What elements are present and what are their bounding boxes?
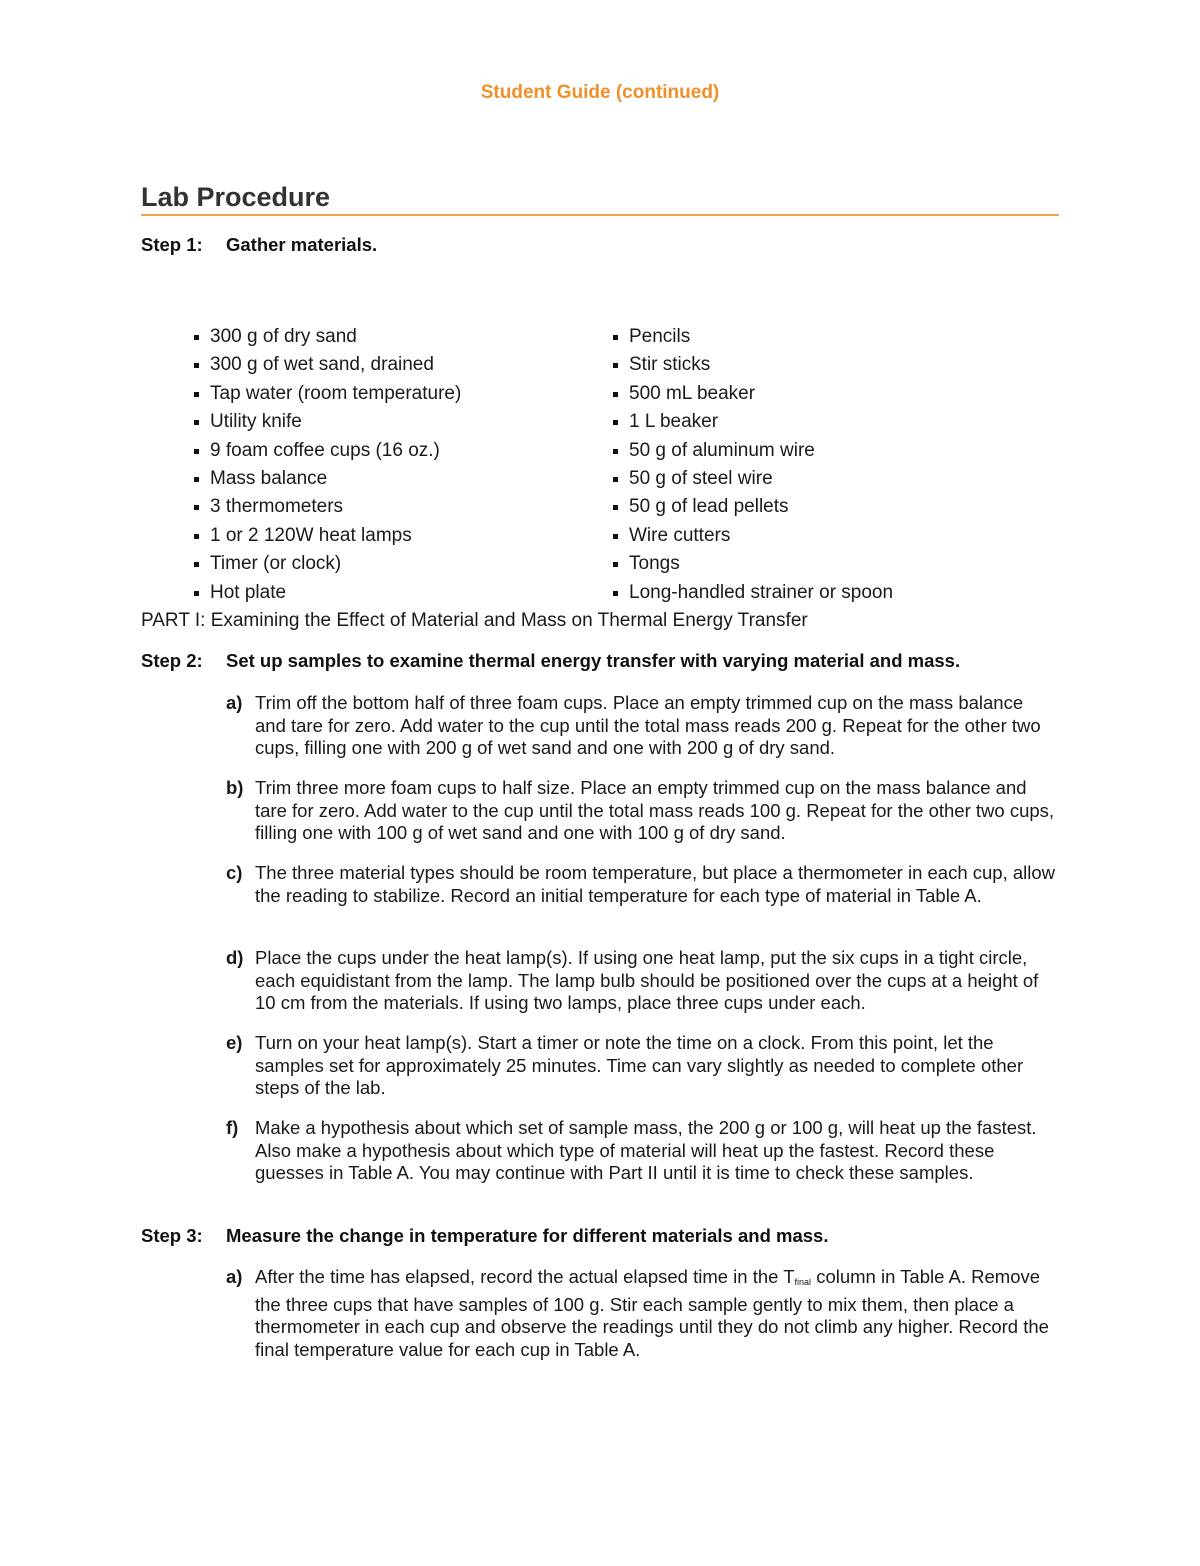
list-item: 300 g of dry sand (194, 323, 461, 351)
list-item: Pencils (613, 323, 893, 351)
list-item: Long-handled strainer or spoon (613, 579, 893, 607)
list-item: Stir sticks (613, 351, 893, 379)
item-text: Trim off the bottom half of three foam cups. Place an empty trimmed cup on the mass balance and tare for zero. Add water to the cup until the total mass reads 200 g. Repeat for the other two cups, filling one with 200 g of wet sand and one with 200 g of dry sand. (255, 692, 1041, 759)
list-item: Timer (or clock) (194, 550, 461, 578)
list-item: Wire cutters (613, 522, 893, 550)
item-text: Place the cups under the heat lamp(s). If using one heat lamp, put the six cups in a tight circle, each equidistant from the lamp. The lamp bulb should be positioned over the cups at a height of 10 cm from the materials. If using two lamps, place three cups under each. (255, 947, 1039, 1014)
list-item: 1 L beaker (613, 408, 893, 436)
step-2-item-a (226, 692, 1056, 760)
item-text: Make a hypothesis about which set of sample mass, the 200 g or 100 g, will heat up the fastest. Also make a hypothesis about which type of material will heat up the fastest. Record these guesses in Table A. You may continue with Part II until it is time to check these samples. (255, 1117, 1037, 1184)
item-text (255, 1266, 1056, 1361)
section-title: Lab Procedure (141, 182, 331, 212)
item-letter: e) (226, 1032, 243, 1053)
step-number: Step 3: (141, 1225, 203, 1246)
list-item: Hot plate (194, 579, 461, 607)
step-3-heading (141, 1225, 828, 1247)
step-2-item-f (226, 1117, 1056, 1185)
item-text: The three material types should be room temperature, but place a thermometer in each cup, allow the reading to stabilize. Record an initial temperature for each type of material in Table A. (255, 862, 1056, 906)
item-letter: f) (226, 1117, 239, 1138)
item-text: Turn on your heat lamp(s). Start a timer or note the time on a clock. From this point, let the samples set for approximately 25 minutes. Time can vary slightly as needed to complete other steps of the lab. (255, 1032, 1024, 1099)
list-item: 50 g of aluminum wire (613, 437, 893, 465)
list-item: 50 g of lead pellets (613, 493, 893, 521)
list-item: Tongs (613, 550, 893, 578)
list-item: Mass balance (194, 465, 461, 493)
part-1-title: PART I: Examining the Effect of Material and Mass on Thermal Energy Transfer (141, 610, 808, 631)
list-item: 50 g of steel wire (613, 465, 893, 493)
step-1-heading (141, 234, 377, 256)
step-2-item-b (226, 777, 1056, 845)
item-text-before: After the time has elapsed, record the actual elapsed time in the T (255, 1266, 795, 1287)
step-2-heading (141, 650, 960, 672)
step-2-item-c (226, 862, 1056, 907)
list-item: 1 or 2 120W heat lamps (194, 522, 461, 550)
step-2-item-d (226, 947, 1056, 1015)
step-title: Gather materials. (226, 234, 378, 255)
list-item: Tap water (room temperature) (194, 380, 461, 408)
materials-list-left (194, 323, 461, 607)
item-text-after: column in Table A. Remove the three cups that have samples of 100 g. Stir each sample gently to mix them, then place a thermometer in each cup and observe the readings until they do not climb any higher. Record the final temperature value for each cup in Table A. (255, 1266, 1049, 1360)
step-3-item-a (226, 1266, 1056, 1361)
step-number: Step 2: (141, 650, 203, 671)
item-letter: a) (226, 692, 243, 713)
materials-list-right (613, 323, 893, 607)
step-2-item-e (226, 1032, 1056, 1100)
list-item: 500 mL beaker (613, 380, 893, 408)
list-item: 3 thermometers (194, 493, 461, 521)
item-letter: d) (226, 947, 244, 968)
item-letter: c) (226, 862, 243, 883)
list-item: 9 foam coffee cups (16 oz.) (194, 437, 461, 465)
section-divider (141, 214, 1059, 216)
item-text: Trim three more foam cups to half size. Place an empty trimmed cup on the mass balance and tare for zero. Add water to the cup until the total mass reads 100 g. Repeat for the other two cups, filling one with 100 g of wet sand and one with 100 g of dry sand. (255, 777, 1055, 844)
t-final-subscript: final (794, 1277, 812, 1287)
step-title: Measure the change in temperature for different materials and mass. (226, 1225, 829, 1246)
page-header: Student Guide (continued) (480, 82, 720, 103)
list-item: 300 g of wet sand, drained (194, 351, 461, 379)
item-letter: b) (226, 777, 244, 798)
list-item: Utility knife (194, 408, 461, 436)
step-title: Set up samples to examine thermal energy transfer with varying material and mass. (226, 650, 961, 671)
step-number: Step 1: (141, 234, 203, 255)
item-letter: a) (226, 1266, 243, 1287)
